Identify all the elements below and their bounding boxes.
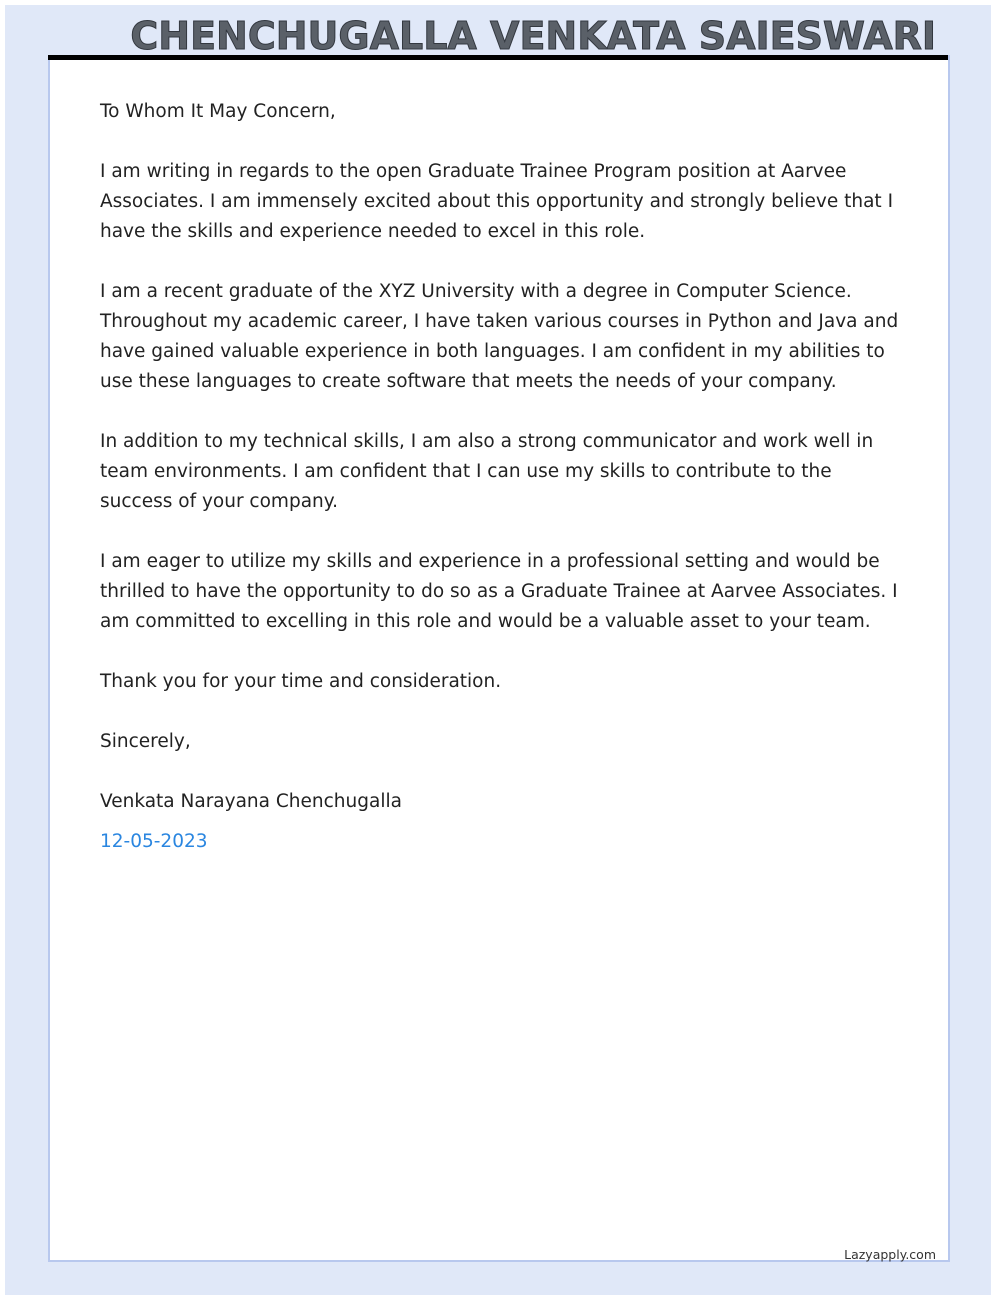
paragraph: Thank you for your time and consideration. bbox=[100, 671, 502, 692]
paragraph: I am writing in regards to the open Graduate Trainee Program position at Aarvee Associates. I am immensely excited about this opportunity and strongly believe that I have the skills and experience needed to excel in this role. bbox=[100, 161, 894, 242]
closing: Sincerely, bbox=[100, 731, 191, 752]
applicant-name-heading: CHENCHUGALLA VENKATA SAIESWARI bbox=[130, 14, 936, 58]
letter-date: 12-05-2023 bbox=[100, 831, 208, 852]
paragraph: I am eager to utilize my skills and experience in a professional setting and would be thrilled to have the opportunity to do so as a Graduate Trainee at Aarvee Associates. I am committed to excelling in this role and would be a valuable asset to your team. bbox=[100, 551, 898, 632]
salutation: To Whom It May Concern, bbox=[100, 101, 336, 122]
footer-brand: Lazyapply.com bbox=[844, 1247, 936, 1262]
signer-name: Venkata Narayana Chenchugalla bbox=[100, 791, 402, 812]
letter-body bbox=[100, 97, 900, 887]
paragraph: In addition to my technical skills, I am also a strong communicator and work well in team environments. I am confident that I can use my skills to contribute to the success of your company. bbox=[100, 431, 874, 512]
paragraph: I am a recent graduate of the XYZ University with a degree in Computer Science. Throughout my academic career, I have taken various courses in Python and Java and have gained valuable experience in both languages. I am confident in my abilities to use these languages to create software that meets the needs of your company. bbox=[100, 281, 899, 392]
